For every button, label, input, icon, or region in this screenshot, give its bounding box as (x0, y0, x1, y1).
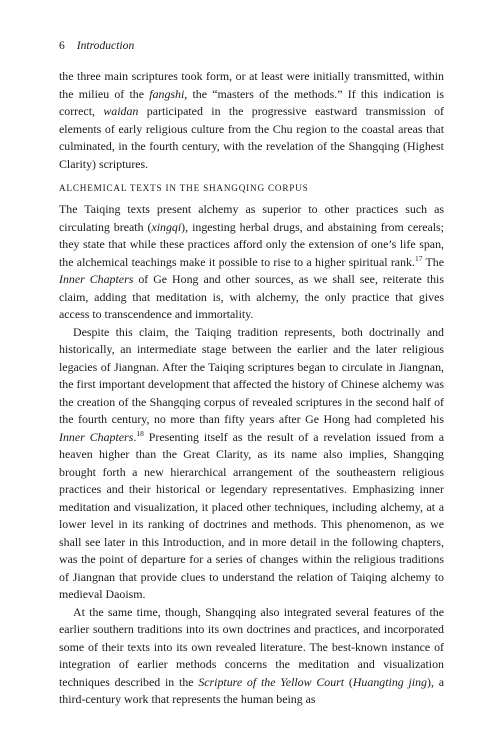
text-run: Despite this claim, the Taiqing tradition represents, both doctrinally and historically, an intermediate stage between the earlier and the later religious legacies of Jiangnan. After the Taiqing scriptures began to circulate in Jiangnan, the first important development that affected the history of Chinese alchemy was the creation of the Shangqing corpus of revealed scriptures in the second half of the fourth century, no more than fifty years after Ge Hong had completed his (59, 324, 444, 426)
text-run: ), a third-century work that represents the human being as (59, 674, 444, 706)
paragraph (59, 201, 444, 324)
italic-term: Scripture of the Yellow Court (198, 674, 345, 689)
text-run: Presenting itself as the result of a revelation issued from a heaven higher than the Great Clarity, as its name also implies, Shangqing brought forth a new hierarchical arrangement of the southeastern religious practices and their historical or legendary representatives. Emphasizing inner meditation and visualization, it placed other techniques, including alchemy, at a lower level in its ranking of doctrines and methods. This phenomenon, as we shall see later in this Introduction, and in more detail in the following chapters, was the point of departure for a series of changes within the religious traditions of Jiangnan that provide clues to understand the relation of Taiqing alchemy to medieval Daoism. (59, 429, 444, 601)
footnote-marker: 17 (414, 253, 423, 263)
text-run: the three main scriptures took form, or at least were initially transmitted, within the milieu of the (59, 69, 444, 101)
text-run: The (422, 254, 444, 269)
text-run: ( (344, 674, 353, 689)
italic-term: fangshi (149, 86, 185, 101)
text-run: participated in the progressive eastward transmission of elements of early religious culture from the Chu region to the coastal areas that culminated, in the fourth century, with the revelation of the Shangqing (Highest Clarity) scriptures. (59, 104, 445, 171)
paragraph (59, 68, 444, 173)
paragraph (59, 324, 444, 604)
body-text (59, 68, 444, 709)
section-heading (59, 182, 444, 194)
book-page (59, 38, 444, 709)
text-run: ALCHEMICAL TEXTS IN THE SHANGQING CORPUS (59, 183, 309, 193)
italic-term: waidan (103, 104, 139, 118)
text-run: At the same time, though, Shangqing also integrated several features of the earlier southern traditions into its own doctrines and practices, and incorporated some of their texts into its own revealed literature. The best-known instance of integration of earlier methods concerns the meditation and visualization techniques described in the (59, 604, 444, 689)
italic-term: Inner Chapters (59, 429, 134, 444)
italic-term: Inner Chapters (59, 272, 134, 286)
italic-term: Huangting jing (352, 674, 427, 689)
text-run: of Ge Hong and other sources, as we shall see, reiterate this claim, adding that meditation is, with alchemy, the only practice that gives access to transcendence and immortality. (59, 272, 444, 321)
text-run: . (133, 429, 137, 444)
footnote-marker: 18 (136, 428, 144, 438)
text-run: The Taiqing texts present alchemy as superior to other practices such as circulating breath ( (59, 202, 444, 234)
text-run: , the “masters of the methods.” If this indication is correct, (59, 86, 444, 118)
italic-term: xingqi (151, 219, 182, 234)
running-head (59, 38, 444, 54)
text-run: ), ingesting herbal drugs, and abstaining from cereals; they state that while these practices afford only the extension of one’s life span, the alchemical teachings make it possible to rise to a higher spiritual rank. (59, 219, 444, 269)
running-head-title: Introduction (76, 39, 135, 52)
paragraph (59, 604, 444, 709)
page-number: 6 (59, 39, 65, 52)
